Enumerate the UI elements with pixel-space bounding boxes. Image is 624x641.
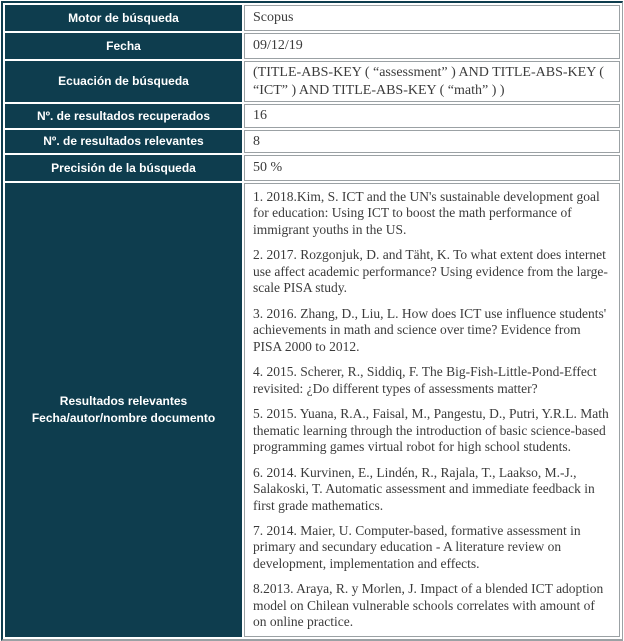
result-item-7: 7. 2014. Maier, U. Computer-based, formative assessment in primary and secundary education - A literature review on development, implementation and effects. <box>253 522 581 571</box>
search-equation-label: Ecuación de búsqueda <box>5 61 242 102</box>
relevant-results-list <box>244 183 620 637</box>
search-summary-table <box>3 3 622 639</box>
date-label: Fecha <box>5 33 242 59</box>
result-item-3: 3. 2016. Zhang, D., Liu, L. How does ICT use influence students' achievements in math and science over time? Evidence from PISA 2000 to 2012. <box>253 305 607 354</box>
search-equation-value: (TITLE-ABS-KEY ( “assessment” ) AND TITLE-ABS-KEY ( “ICT” ) AND TITLE-ABS-KEY ( “math” ) ) <box>244 61 620 102</box>
result-item-8: 8.2013. Araya, R. y Morlen, J. Impact of a blended ICT adoption model on Chilean vulnerable schools correlates with amount of on online practice. <box>253 581 604 630</box>
result-item-1: 1. 2018.Kim, S. ICT and the UN's sustainable development goal for education: Using ICT to boost the math performance of immigrant youths in the US. <box>253 189 600 237</box>
search-precision-label: Precisión de la búsqueda <box>5 155 242 181</box>
relevant-results-header-line2: Fecha/autor/nombre documento <box>31 410 216 425</box>
search-engine-label: Motor de búsqueda <box>5 5 242 31</box>
result-item-2: 2. 2017. Rozgonjuk, D. and Täht, K. To what extent does internet use affect academic performance? Using evidence from the large-scale PISA study. <box>253 247 608 296</box>
search-summary-table-wrapper <box>1 1 623 641</box>
relevant-results-header-line1: Resultados relevantes <box>59 394 188 409</box>
results-relevant-value: 8 <box>244 130 620 154</box>
results-relevant-label: Nº. de resultados relevantes <box>5 130 242 154</box>
result-item-6: 6. 2014. Kurvinen, E., Lindén, R., Rajala, T., Laakso, M.-J., Salakoski, T. Automatic assessment and immediate feedback in first grade mathematics. <box>253 464 595 513</box>
table-row-results-relevant <box>5 130 620 154</box>
results-retrieved-label: Nº. de resultados recuperados <box>5 104 242 128</box>
relevant-results-header <box>5 183 242 637</box>
table-row-date <box>5 33 620 59</box>
table-row-search-equation <box>5 61 620 102</box>
table-row-relevant-results-list <box>5 183 620 637</box>
table-row-search-engine <box>5 5 620 31</box>
result-item-5: 5. 2015. Yuana, R.A., Faisal, M., Pangestu, D., Putri, Y.R.L. Math thematic learning through the introduction of basic science-based programming games virtual robot for high school students. <box>253 406 609 455</box>
search-engine-value: Scopus <box>244 5 620 31</box>
results-retrieved-value: 16 <box>244 104 620 128</box>
date-value: 09/12/19 <box>244 33 620 59</box>
table-row-results-retrieved <box>5 104 620 128</box>
search-precision-value: 50 % <box>244 155 620 181</box>
result-item-4: 4. 2015. Scherer, R., Siddiq, F. The Big-Fish-Little-Pond-Effect revisited: ¿Do different types of assessments matter? <box>253 364 597 396</box>
table-row-search-precision <box>5 155 620 181</box>
